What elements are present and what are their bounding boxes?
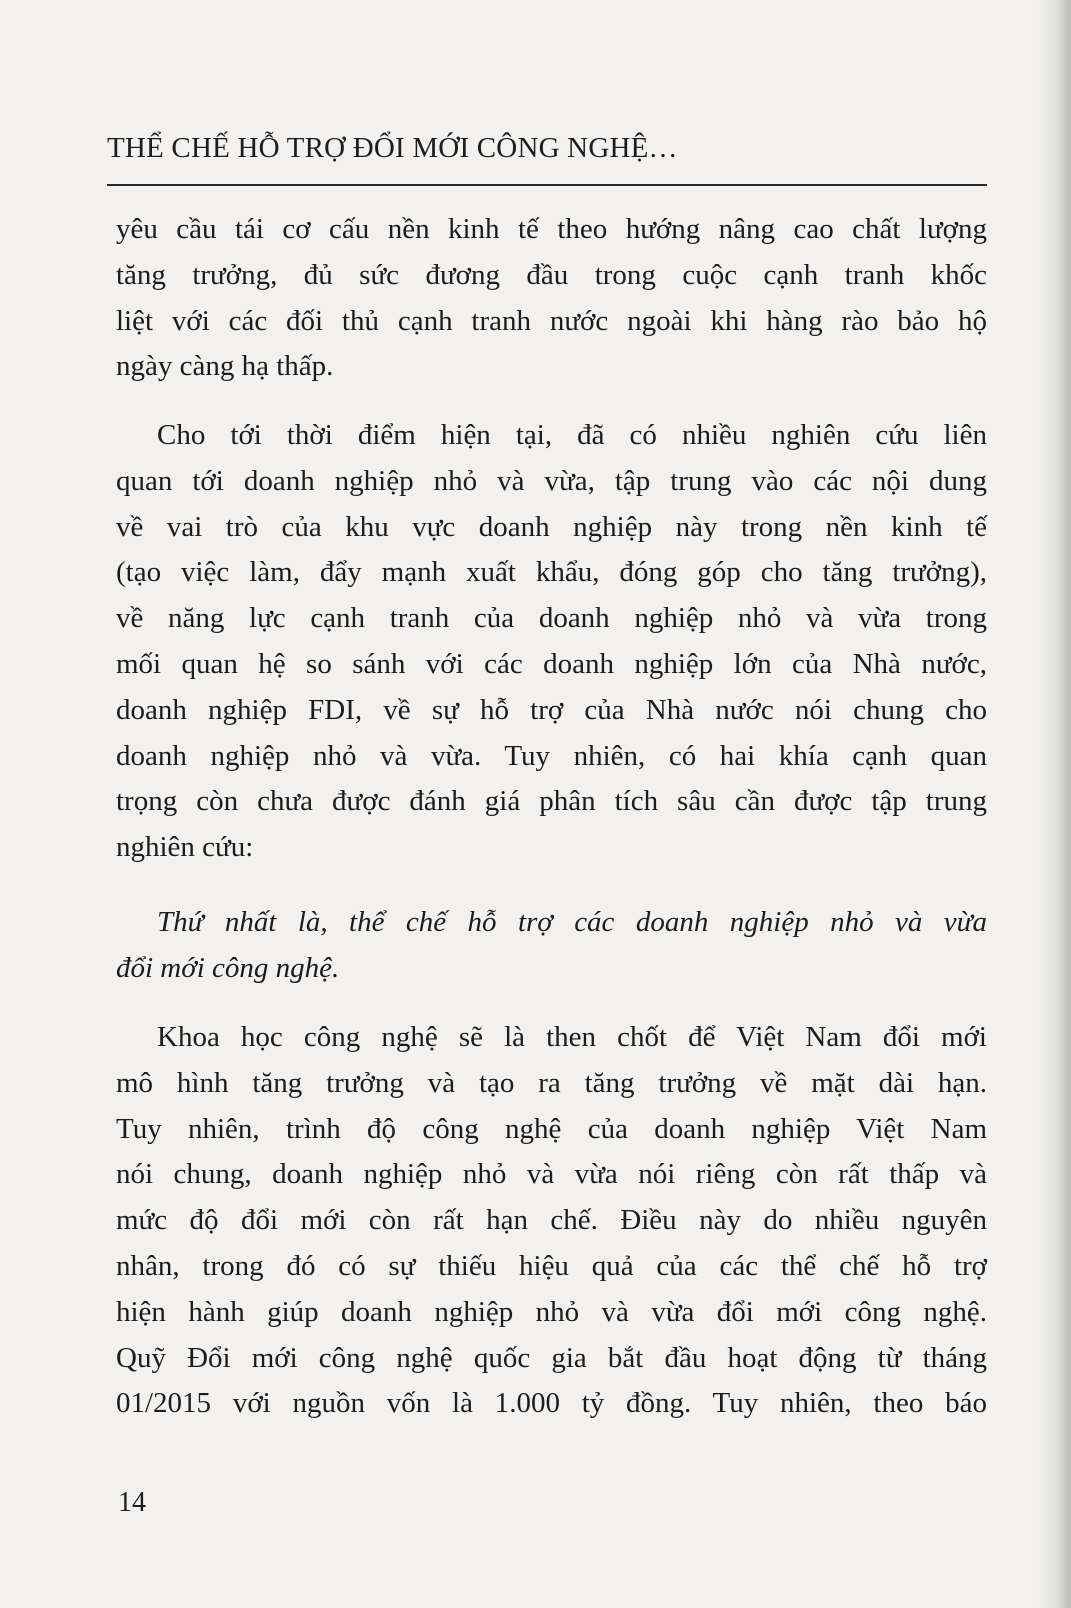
text-line: trọng còn chưa được đánh giá phân tích sâu cần được tập trung	[116, 785, 987, 818]
text-line: tăng trưởng, đủ sức đương đầu trong cuộc cạnh tranh khốc	[116, 258, 987, 291]
text-line: nói chung, doanh nghiệp nhỏ và vừa nói riêng còn rất thấp và	[116, 1158, 987, 1191]
text-line: ngày càng hạ thấp.	[116, 350, 334, 383]
paragraph-1	[116, 207, 987, 390]
text-line: Thứ nhất là, thể chế hỗ trợ các doanh nghiệp nhỏ và vừa	[157, 906, 987, 938]
text-line: nghiên cứu:	[116, 831, 254, 864]
text-line: Cho tới thời điểm hiện tại, đã có nhiều nghiên cứu liên	[157, 419, 987, 451]
text-line: liệt với các đối thủ cạnh tranh nước ngoài khi hàng rào bảo hộ	[116, 304, 987, 337]
page-edge-shadow	[1037, 0, 1071, 1608]
text-line: mô hình tăng trưởng và tạo ra tăng trưởng về mặt dài hạn.	[116, 1066, 987, 1099]
text-line: về năng lực cạnh tranh của doanh nghiệp nhỏ và vừa trong	[116, 602, 987, 635]
text-line: Quỹ Đổi mới công nghệ quốc gia bắt đầu hoạt động từ tháng	[116, 1341, 987, 1374]
text-line: doanh nghiệp FDI, về sự hỗ trợ của Nhà nước nói chung cho	[116, 693, 987, 726]
text-line: quan tới doanh nghiệp nhỏ và vừa, tập trung vào các nội dung	[116, 464, 987, 497]
paragraph-3-italic	[116, 900, 987, 992]
text-line: đổi mới công nghệ.	[116, 951, 340, 984]
text-line: mối quan hệ so sánh với các doanh nghiệp lớn của Nhà nước,	[116, 647, 987, 680]
text-line: doanh nghiệp nhỏ và vừa. Tuy nhiên, có hai khía cạnh quan	[116, 739, 987, 772]
text-line: về vai trò của khu vực doanh nghiệp này trong nền kinh tế	[116, 510, 987, 543]
text-line: mức độ đổi mới còn rất hạn chế. Điều này do nhiều nguyên	[116, 1204, 987, 1237]
text-line: Tuy nhiên, trình độ công nghệ của doanh nghiệp Việt Nam	[116, 1112, 987, 1145]
paragraph-2	[116, 413, 987, 871]
paragraph-4	[116, 1015, 987, 1427]
header-rule	[107, 184, 987, 186]
page-number: 14	[118, 1487, 146, 1518]
text-line: 01/2015 với nguồn vốn là 1.000 tỷ đồng. Tuy nhiên, theo báo	[116, 1387, 987, 1420]
text-line: hiện hành giúp doanh nghiệp nhỏ và vừa đổi mới công nghệ.	[116, 1295, 987, 1328]
text-line: Khoa học công nghệ sẽ là then chốt để Việt Nam đổi mới	[157, 1021, 987, 1053]
text-line: yêu cầu tái cơ cấu nền kinh tế theo hướng nâng cao chất lượng	[116, 213, 987, 245]
text-line: (tạo việc làm, đẩy mạnh xuất khẩu, đóng góp cho tăng trưởng),	[116, 556, 987, 589]
text-line: nhân, trong đó có sự thiếu hiệu quả của các thể chế hỗ trợ	[116, 1249, 987, 1282]
running-header-title: THỂ CHẾ HỖ TRỢ ĐỔI MỚI CÔNG NGHỆ…	[107, 132, 678, 164]
